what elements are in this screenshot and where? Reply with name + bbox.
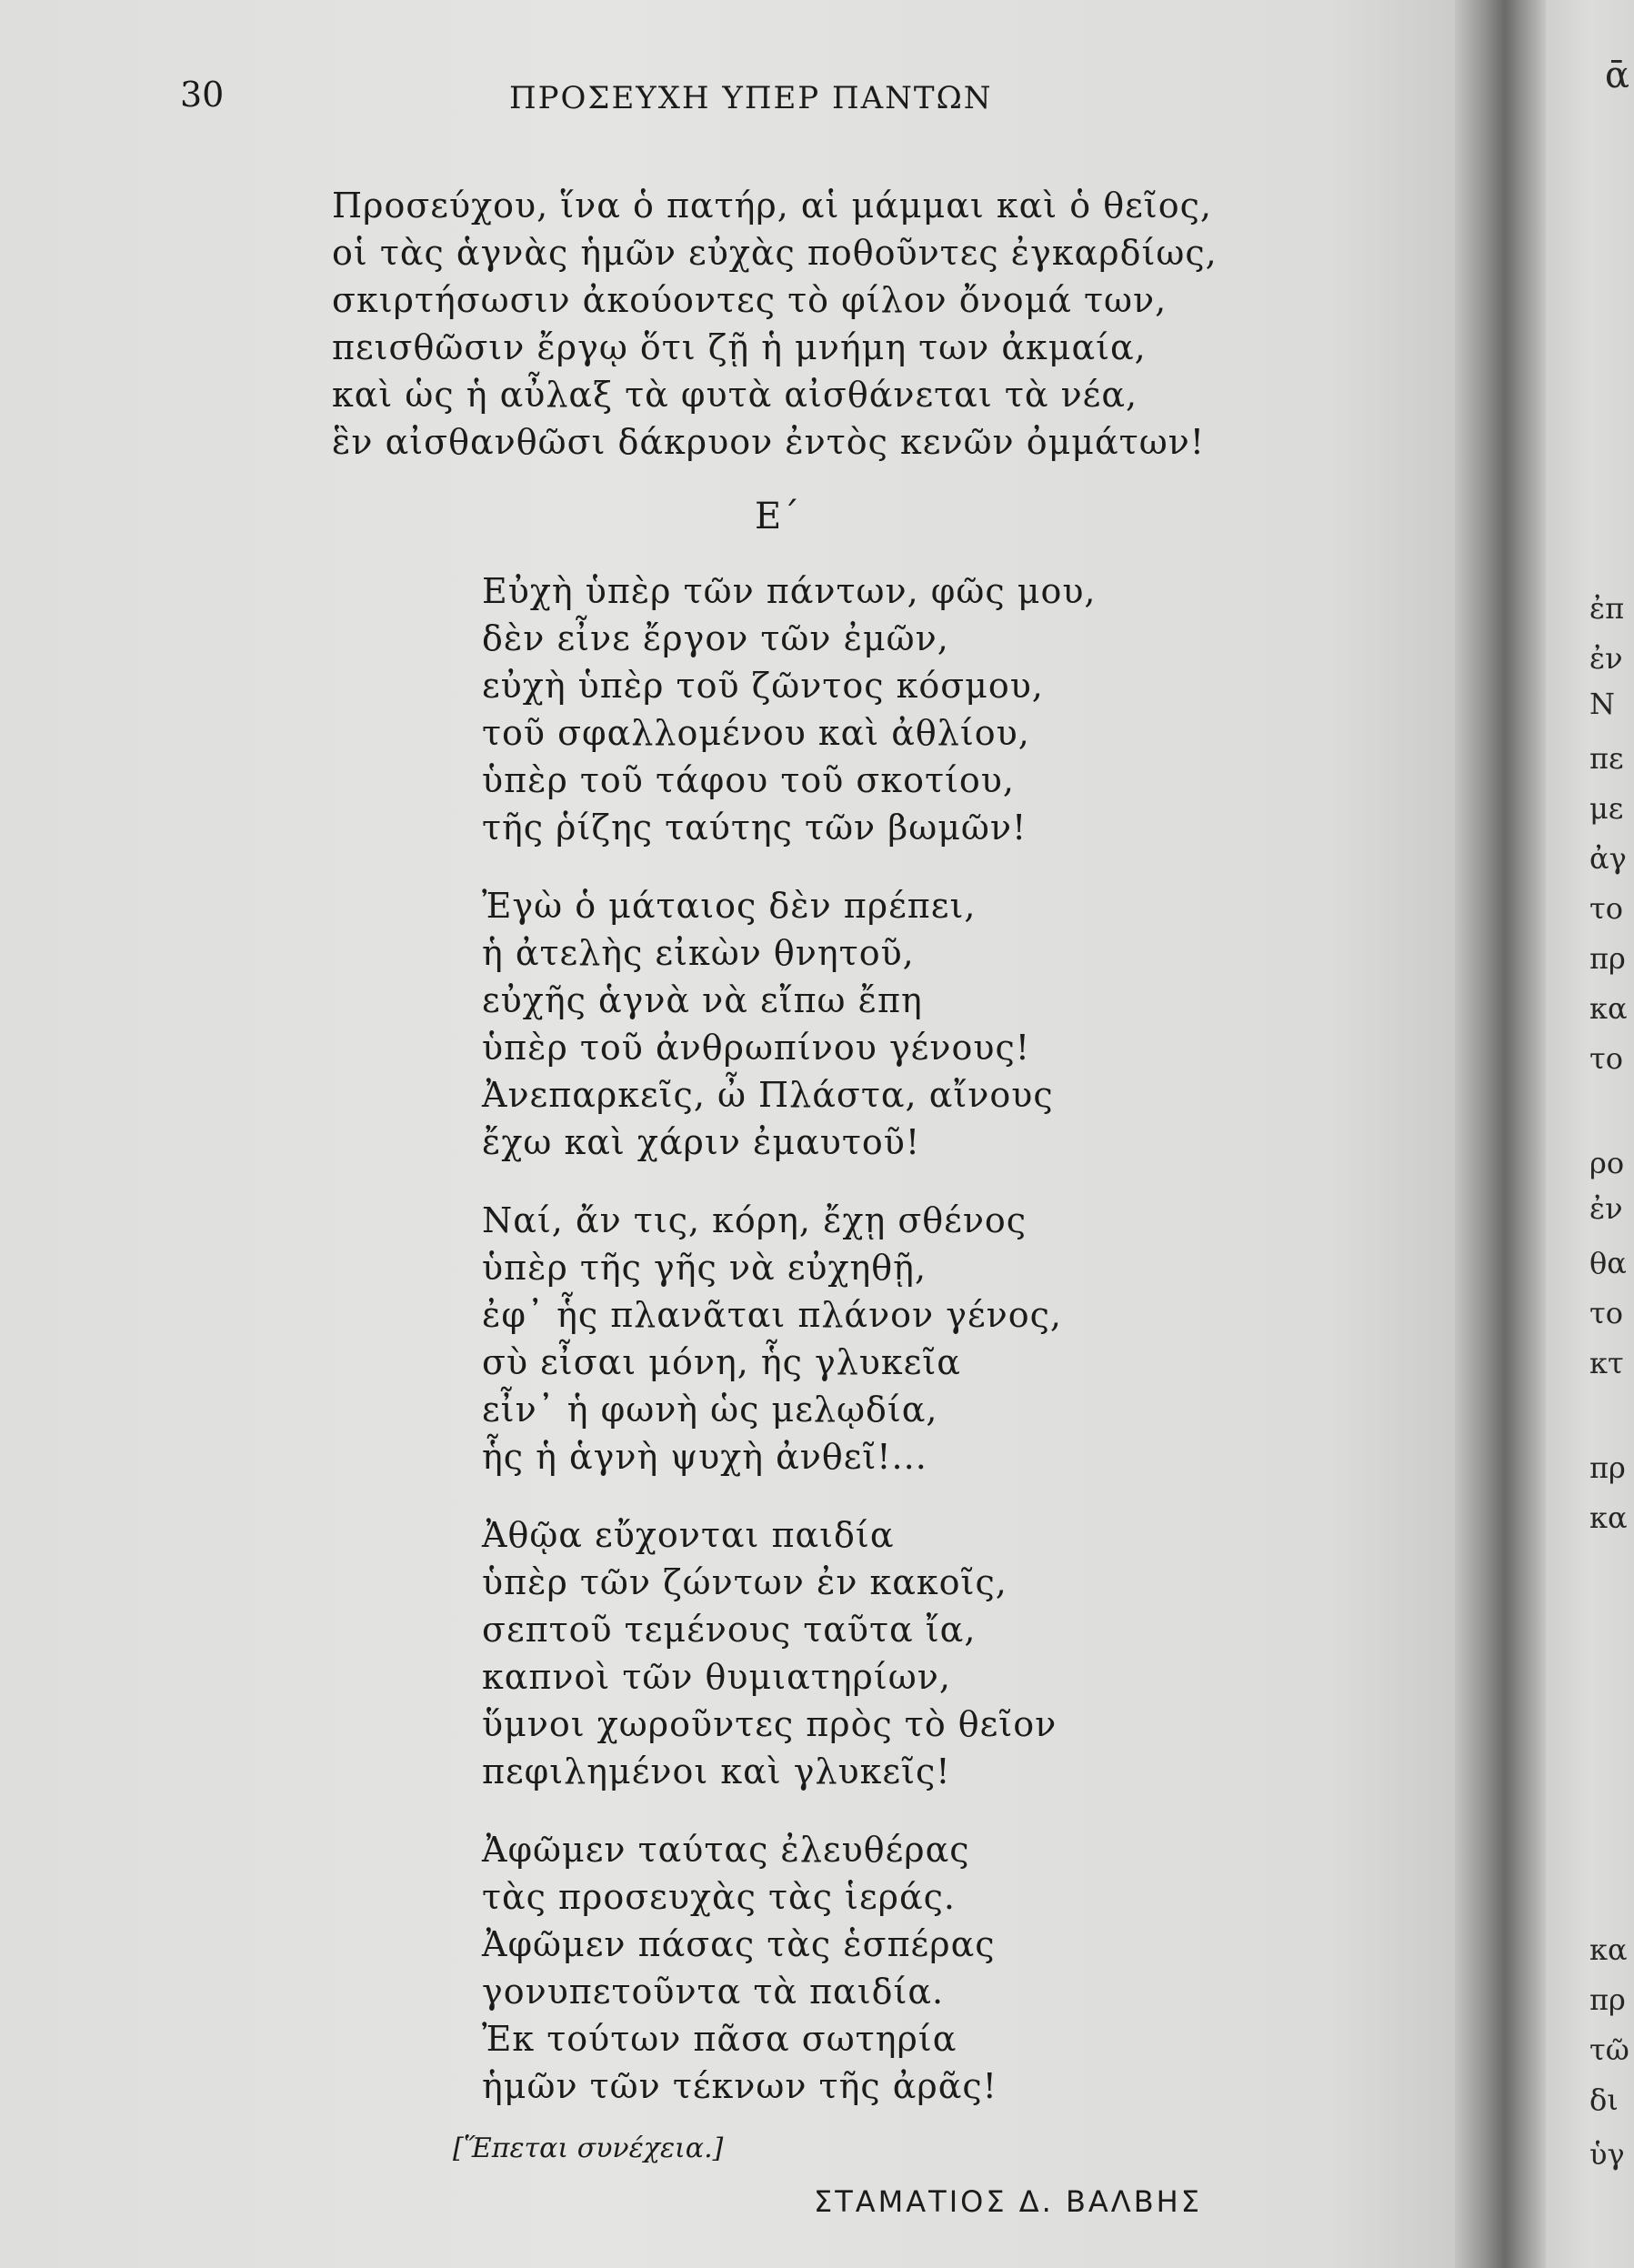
facing-page-fragment: ἐπ bbox=[1589, 591, 1625, 626]
stanza-5 bbox=[482, 1511, 1057, 1795]
verse-line: σκιρτήσωσιν ἀκούοντες τὸ φίλον ὄνομά των, bbox=[332, 280, 1168, 320]
stanza-1 bbox=[332, 182, 1218, 466]
verse-line: Ἀφῶμεν ταύτας ἐλευθέρας bbox=[482, 1830, 970, 1870]
verse-line: σεπτοῦ τεμένους ταῦτα ἴα, bbox=[482, 1610, 977, 1650]
verse-line: Ἀθῷα εὔχονται παιδία bbox=[482, 1515, 895, 1555]
author-signature: ΣΤΑΜΑΤΙΟΣ Δ. ΒΑΛΒΗΣ bbox=[814, 2184, 1202, 2219]
facing-page-fragment: ὑγ bbox=[1589, 2137, 1625, 2172]
facing-page-fragment: θα bbox=[1589, 1246, 1627, 1280]
verse-line: Ἀνεπαρκεῖς, ὦ Πλάστα, αἴνους bbox=[482, 1075, 1054, 1115]
facing-page-fragment: κτ bbox=[1589, 1346, 1624, 1380]
facing-page-fragment: κα bbox=[1589, 991, 1628, 1026]
facing-page-fragment: ἐν bbox=[1589, 1191, 1623, 1226]
running-head: ΠΡΟΣΕΥΧΗ ΥΠΕΡ ΠΑΝΤΩΝ bbox=[509, 80, 993, 116]
facing-page-fragment: Ν bbox=[1589, 687, 1615, 721]
verse-line: εὐχὴ ὑπὲρ τοῦ ζῶντος κόσμου, bbox=[482, 666, 1044, 706]
verse-line: Ἀφῶμεν πάσας τὰς ἑσπέρας bbox=[482, 1924, 996, 1964]
verse-line: ἡ ἀτελὴς εἰκὼν θνητοῦ, bbox=[482, 933, 915, 973]
stanza-3 bbox=[482, 882, 1054, 1166]
verse-line: καπνοὶ τῶν θυμιατηρίων, bbox=[482, 1657, 951, 1697]
verse-line: ὕμνοι χωροῦντες πρὸς τὸ θεῖον bbox=[482, 1704, 1058, 1744]
verse-line: ἔχω καὶ χάριν ἐμαυτοῦ! bbox=[482, 1122, 921, 1162]
facing-page-fragment: πρ bbox=[1589, 1450, 1626, 1485]
facing-page-fragment: ἐν bbox=[1589, 641, 1623, 676]
verse-line: γονυπετοῦντα τὰ παιδία. bbox=[482, 1972, 945, 2012]
verse-line: Προσεύχου, ἵνα ὁ πατήρ, αἱ μάμμαι καὶ ὁ θεῖος, bbox=[332, 186, 1212, 226]
page-number: 30 bbox=[180, 75, 225, 115]
verse-line: ἧς ἡ ἁγνὴ ψυχὴ ἀνθεῖ!... bbox=[482, 1437, 927, 1477]
verse-line: τὰς προσευχὰς τὰς ἱεράς. bbox=[482, 1877, 957, 1917]
facing-page-fragment: το bbox=[1589, 1041, 1623, 1076]
facing-page-top-glyph: ᾱ bbox=[1605, 55, 1630, 96]
facing-page-fragment: το bbox=[1589, 1296, 1623, 1330]
verse-line: εὐχῆς ἁγνὰ νὰ εἴπω ἔπη bbox=[482, 980, 923, 1020]
facing-page-fragment: δι bbox=[1589, 2082, 1619, 2117]
verse-line: σὺ εἶσαι μόνη, ἧς γλυκεῖα bbox=[482, 1342, 961, 1382]
verse-line: ὑπὲρ τῆς γῆς νὰ εὐχηθῇ, bbox=[482, 1248, 927, 1288]
verse-line: πεφιλημένοι καὶ γλυκεῖς! bbox=[482, 1751, 951, 1791]
facing-page-fragment: πε bbox=[1589, 741, 1624, 776]
verse-line: Ἐγὼ ὁ μάταιος δὲν πρέπει, bbox=[482, 886, 977, 926]
verse-line: ὑπὲρ τῶν ζώντων ἐν κακοῖς, bbox=[482, 1562, 1007, 1602]
stanza-4 bbox=[482, 1197, 1062, 1480]
verse-line: καὶ ὡς ἡ αὖλαξ τὰ φυτὰ αἰσθάνεται τὰ νέα, bbox=[332, 375, 1138, 415]
verse-line: ὑπὲρ τοῦ τάφου τοῦ σκοτίου, bbox=[482, 760, 1015, 800]
verse-line: Ναί, ἄν τις, κόρη, ἔχῃ σθένος bbox=[482, 1200, 1028, 1240]
facing-page-fragment: με bbox=[1589, 791, 1624, 826]
stanza-6 bbox=[482, 1826, 997, 2110]
continued-note: [Ἕπεται συνέχεια.] bbox=[453, 2133, 724, 2164]
verse-line: οἱ τὰς ἁγνὰς ἡμῶν εὐχὰς ποθοῦντες ἐγκαρδίως, bbox=[332, 233, 1218, 273]
verse-line: ἓν αἰσθανθῶσι δάκρυον ἐντὸς κενῶν ὀμμάτων! bbox=[332, 422, 1206, 462]
book-gutter bbox=[1455, 0, 1546, 2268]
verse-line: ὑπὲρ τοῦ ἀνθρωπίνου γένους! bbox=[482, 1028, 1030, 1068]
stanza-2 bbox=[482, 567, 1097, 851]
facing-page-fragment: κα bbox=[1589, 1500, 1628, 1535]
verse-line: ἡμῶν τῶν τέκνων τῆς ἀρᾶς! bbox=[482, 2066, 997, 2106]
facing-page-edge bbox=[1546, 0, 1634, 2268]
facing-page-fragment: πρ bbox=[1589, 941, 1626, 976]
verse-line: τοῦ σφαλλομένου καὶ ἀθλίου, bbox=[482, 713, 1030, 753]
facing-page-fragment: ἀγ bbox=[1589, 841, 1627, 876]
verse-line: Εὐχὴ ὑπὲρ τῶν πάντων, φῶς μου, bbox=[482, 571, 1097, 611]
verse-line: τῆς ῥίζης ταύτης τῶν βωμῶν! bbox=[482, 808, 1028, 848]
facing-page-fragment: ρο bbox=[1589, 1146, 1625, 1180]
facing-page-fragment: πρ bbox=[1589, 1982, 1626, 2017]
verse-line: Ἐκ τούτων πᾶσα σωτηρία bbox=[482, 2019, 957, 2059]
verse-line: πεισθῶσιν ἔργῳ ὅτι ζῇ ἡ μνήμη των ἀκμαία, bbox=[332, 327, 1147, 367]
facing-page-fragment: τῶ bbox=[1589, 2032, 1629, 2067]
facing-page-fragment: το bbox=[1589, 891, 1623, 926]
verse-line: δὲν εἶνε ἔργον τῶν ἐμῶν, bbox=[482, 618, 949, 658]
facing-page-fragment: κα bbox=[1589, 1932, 1628, 1967]
verse-line: ἐφ᾽ ἧς πλανᾶται πλάνον γένος, bbox=[482, 1295, 1062, 1335]
section-number: Ε΄ bbox=[755, 496, 800, 537]
verse-line: εἶν᾽ ἡ φωνὴ ὡς μελῳδία, bbox=[482, 1390, 938, 1430]
